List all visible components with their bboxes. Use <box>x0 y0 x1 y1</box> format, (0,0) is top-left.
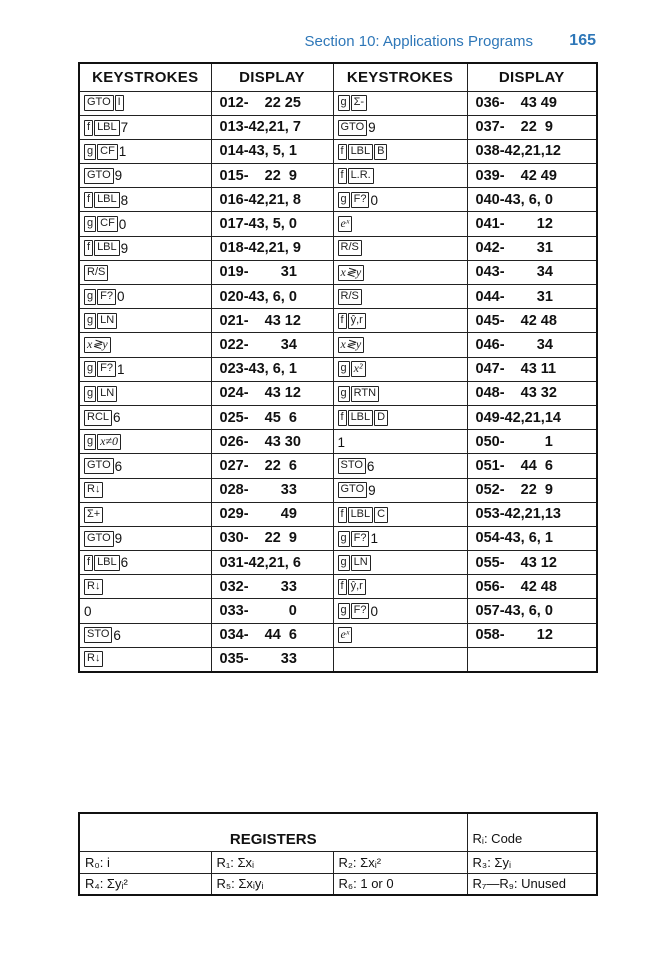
left-display-cell: 013-42,21, 7 <box>211 115 333 139</box>
key-glyph: C <box>374 507 388 523</box>
key-glyph: RCL <box>84 410 112 426</box>
column-header-display: DISPLAY <box>211 63 333 91</box>
key-glyph: x≠0 <box>97 434 121 450</box>
key-glyph: x≷y <box>84 337 111 353</box>
right-display-cell <box>467 647 597 671</box>
key-digit: 9 <box>368 120 376 135</box>
right-keystrokes-cell <box>333 551 467 575</box>
left-display-cell: 034- 44 6 <box>211 623 333 647</box>
key-glyph: LBL <box>348 144 374 160</box>
key-digit: 6 <box>366 458 375 474</box>
left-display-cell: 024- 43 12 <box>211 381 333 405</box>
column-header-keystrokes: KEYSTROKES <box>79 63 211 91</box>
key-digit: 9 <box>114 531 123 547</box>
key-glyph: R↓ <box>84 579 103 595</box>
key-digit: 9 <box>368 482 376 498</box>
left-keystrokes-cell <box>79 236 211 260</box>
right-keystrokes-cell <box>333 164 467 188</box>
left-display-cell: 029- 49 <box>211 502 333 526</box>
left-display-cell: 022- 34 <box>211 333 333 357</box>
left-display-cell: 031-42,21, 6 <box>211 551 333 575</box>
right-keystrokes-cell <box>333 357 467 381</box>
right-display-cell: 036- 43 49 <box>467 91 597 115</box>
table-row <box>79 551 597 575</box>
register-r3: R₃: Σyᵢ <box>467 851 597 873</box>
left-keystrokes-cell <box>79 405 211 429</box>
left-keystrokes-cell <box>79 575 211 599</box>
right-display-cell: 043- 34 <box>467 260 597 284</box>
program-listing-table <box>78 62 598 673</box>
right-display-cell: 045- 42 48 <box>467 309 597 333</box>
key-glyph: STO <box>338 458 366 474</box>
key-glyph: g <box>84 313 96 329</box>
left-keystrokes-cell <box>79 478 211 502</box>
registers-title: REGISTERS <box>79 813 467 851</box>
key-digit: 8 <box>120 192 129 208</box>
table-row <box>79 309 597 333</box>
key-glyph: LBL <box>94 120 120 136</box>
key-digit: 7 <box>120 120 129 135</box>
key-glyph: g <box>338 603 350 619</box>
right-keystrokes-cell <box>333 405 467 429</box>
table-row <box>79 285 597 309</box>
table-row <box>79 164 597 188</box>
table-row <box>79 333 597 357</box>
key-glyph: R↓ <box>84 651 103 667</box>
left-keystrokes-cell <box>79 188 211 212</box>
table-row <box>79 647 597 671</box>
right-display-cell: 037- 22 9 <box>467 115 597 139</box>
key-glyph: F? <box>351 531 370 547</box>
key-glyph: g <box>338 386 350 402</box>
left-display-cell: 017-43, 5, 0 <box>211 212 333 236</box>
right-display-cell: 055- 43 12 <box>467 551 597 575</box>
left-display-cell: 033- 0 <box>211 599 333 623</box>
table-row <box>79 430 597 454</box>
table-row <box>79 575 597 599</box>
right-display-cell: 050- 1 <box>467 430 597 454</box>
key-glyph: LBL <box>94 555 120 571</box>
right-display-cell: 051- 44 6 <box>467 454 597 478</box>
column-header-display-2: DISPLAY <box>467 63 597 91</box>
key-digit: 0 <box>116 289 125 305</box>
key-glyph: f <box>84 120 93 136</box>
right-display-cell: 048- 43 32 <box>467 381 597 405</box>
right-keystrokes-cell <box>333 599 467 623</box>
key-glyph: f <box>338 507 347 523</box>
key-digit: 1 <box>337 434 346 450</box>
right-keystrokes-cell <box>333 236 467 260</box>
key-digit: 6 <box>120 555 129 571</box>
left-display-cell: 021- 43 12 <box>211 309 333 333</box>
key-glyph: LBL <box>94 240 120 256</box>
register-r0: R₀: i <box>79 851 211 873</box>
key-glyph: x≷y <box>338 265 365 281</box>
key-glyph: LN <box>97 386 117 402</box>
key-glyph: CF <box>97 216 118 232</box>
key-glyph: g <box>338 95 350 111</box>
key-glyph: f <box>338 410 347 426</box>
left-display-cell: 012- 22 25 <box>211 91 333 115</box>
key-glyph: GTO <box>84 458 114 474</box>
right-keystrokes-cell <box>333 381 467 405</box>
left-display-cell: 035- 33 <box>211 647 333 671</box>
left-keystrokes-cell <box>79 285 211 309</box>
right-keystrokes-cell <box>333 260 467 284</box>
key-glyph: Σ- <box>351 95 367 111</box>
key-glyph: x≷y <box>338 337 365 353</box>
left-display-cell: 020-43, 6, 0 <box>211 285 333 309</box>
key-glyph: GTO <box>84 95 114 111</box>
key-glyph: GTO <box>84 168 114 184</box>
registers-table <box>78 812 598 896</box>
key-digit: 6 <box>114 458 123 474</box>
key-glyph: LBL <box>348 410 374 426</box>
table-row <box>79 115 597 139</box>
table-row <box>79 599 597 623</box>
left-display-cell: 026- 43 30 <box>211 430 333 454</box>
right-display-cell: 049-42,21,14 <box>467 405 597 429</box>
register-r4: R₄: Σyᵢ² <box>79 873 211 895</box>
right-keystrokes-cell <box>333 623 467 647</box>
right-display-cell: 054-43, 6, 1 <box>467 526 597 550</box>
left-display-cell: 023-43, 6, 1 <box>211 357 333 381</box>
right-keystrokes-cell <box>333 502 467 526</box>
left-keystrokes-cell <box>79 139 211 163</box>
table-row <box>79 357 597 381</box>
left-keystrokes-cell <box>79 526 211 550</box>
key-glyph: GTO <box>338 120 368 136</box>
left-keystrokes-cell <box>79 551 211 575</box>
key-glyph: F? <box>351 603 370 619</box>
table-row <box>79 478 597 502</box>
right-display-cell: 041- 12 <box>467 212 597 236</box>
register-r1: R₁: Σxᵢ <box>211 851 333 873</box>
key-glyph: D <box>374 410 388 426</box>
key-digit: 0 <box>370 603 378 619</box>
left-keystrokes-cell <box>79 647 211 671</box>
table-row <box>79 236 597 260</box>
table-row <box>79 260 597 284</box>
left-keystrokes-cell <box>79 115 211 139</box>
key-glyph: ŷ,r <box>348 579 366 595</box>
key-digit: 1 <box>118 144 127 160</box>
right-display-cell: 053-42,21,13 <box>467 502 597 526</box>
key-glyph: CF <box>97 144 118 160</box>
register-r6: R₆: 1 or 0 <box>333 873 467 895</box>
key-digit: 0 <box>84 604 92 619</box>
key-digit: 6 <box>113 410 121 426</box>
key-glyph: g <box>84 216 96 232</box>
right-keystrokes-cell <box>333 285 467 309</box>
right-display-cell: 044- 31 <box>467 285 597 309</box>
key-glyph: g <box>84 144 96 160</box>
key-glyph: STO <box>84 627 112 643</box>
right-display-cell: 046- 34 <box>467 333 597 357</box>
page-number: 165 <box>569 32 596 49</box>
key-glyph: g <box>338 531 350 547</box>
right-display-cell: 047- 43 11 <box>467 357 597 381</box>
register-ri: Rᵢ: Code <box>467 813 597 851</box>
left-keystrokes-cell <box>79 164 211 188</box>
right-keystrokes-cell <box>333 212 467 236</box>
left-keystrokes-cell <box>79 357 211 381</box>
table-row <box>79 91 597 115</box>
left-keystrokes-cell <box>79 333 211 357</box>
left-keystrokes-cell <box>79 599 211 623</box>
right-display-cell: 039- 42 49 <box>467 164 597 188</box>
right-display-cell: 056- 42 48 <box>467 575 597 599</box>
key-digit: 6 <box>113 627 121 643</box>
right-keystrokes-cell <box>333 647 467 671</box>
key-glyph: g <box>338 192 350 208</box>
key-glyph: g <box>338 361 350 377</box>
key-glyph: F? <box>97 289 116 305</box>
key-glyph: f <box>84 192 93 208</box>
right-keystrokes-cell <box>333 333 467 357</box>
register-r7-r9: R₇—R₉: Unused <box>467 873 597 895</box>
right-keystrokes-cell <box>333 309 467 333</box>
left-keystrokes-cell <box>79 454 211 478</box>
key-glyph: R/S <box>338 289 362 305</box>
table-row <box>79 502 597 526</box>
left-display-cell: 016-42,21, 8 <box>211 188 333 212</box>
right-keystrokes-cell <box>333 575 467 599</box>
key-glyph: LN <box>351 555 371 571</box>
key-glyph: R↓ <box>84 482 103 498</box>
right-display-cell: 057-43, 6, 0 <box>467 599 597 623</box>
right-display-cell: 040-43, 6, 0 <box>467 188 597 212</box>
right-display-cell: 052- 22 9 <box>467 478 597 502</box>
table-row <box>79 139 597 163</box>
left-keystrokes-cell <box>79 430 211 454</box>
key-glyph: LN <box>97 313 117 329</box>
column-header-keystrokes-2: KEYSTROKES <box>333 63 467 91</box>
left-keystrokes-cell <box>79 309 211 333</box>
table-row <box>79 526 597 550</box>
left-display-cell: 030- 22 9 <box>211 526 333 550</box>
key-glyph: LBL <box>348 507 374 523</box>
key-digit: 0 <box>370 192 378 208</box>
key-glyph: R/S <box>84 265 108 281</box>
right-keystrokes-cell <box>333 454 467 478</box>
table-row <box>79 188 597 212</box>
register-r2: R₂: Σxᵢ² <box>333 851 467 873</box>
key-glyph: F? <box>351 192 370 208</box>
left-display-cell: 018-42,21, 9 <box>211 236 333 260</box>
key-glyph: f <box>338 144 347 160</box>
key-glyph: f <box>84 555 93 571</box>
right-display-cell: 058- 12 <box>467 623 597 647</box>
key-glyph: GTO <box>84 531 114 547</box>
key-digit: 1 <box>370 531 378 547</box>
table-header-row <box>79 63 597 91</box>
key-glyph: Σ+ <box>84 507 103 523</box>
left-keystrokes-cell <box>79 381 211 405</box>
page-header <box>0 30 666 54</box>
key-glyph: f <box>84 240 93 256</box>
right-keystrokes-cell <box>333 91 467 115</box>
key-digit: 1 <box>116 361 125 377</box>
key-glyph: g <box>338 555 350 571</box>
key-digit: 9 <box>114 168 123 184</box>
left-keystrokes-cell <box>79 260 211 284</box>
key-glyph: eˣ <box>338 216 353 232</box>
key-digit: 9 <box>120 240 129 256</box>
register-r5: R₅: Σxᵢyᵢ <box>211 873 333 895</box>
left-display-cell: 019- 31 <box>211 260 333 284</box>
key-glyph: g <box>84 434 96 450</box>
left-display-cell: 027- 22 6 <box>211 454 333 478</box>
left-display-cell: 014-43, 5, 1 <box>211 139 333 163</box>
left-keystrokes-cell <box>79 502 211 526</box>
table-row <box>79 405 597 429</box>
key-glyph: x² <box>351 361 366 377</box>
key-glyph: R/S <box>338 240 362 256</box>
table-row <box>79 212 597 236</box>
left-keystrokes-cell <box>79 91 211 115</box>
key-glyph: RTN <box>351 386 379 402</box>
left-display-cell: 028- 33 <box>211 478 333 502</box>
left-display-cell: 032- 33 <box>211 575 333 599</box>
section-title: Section 10: Applications Programs <box>304 33 533 50</box>
key-glyph: L.R. <box>348 168 374 184</box>
key-glyph: ŷ,r <box>348 313 366 329</box>
left-keystrokes-cell <box>79 212 211 236</box>
right-keystrokes-cell <box>333 478 467 502</box>
left-keystrokes-cell <box>79 623 211 647</box>
key-digit: 0 <box>118 216 127 232</box>
table-row <box>79 381 597 405</box>
right-keystrokes-cell <box>333 526 467 550</box>
key-glyph: LBL <box>94 192 120 208</box>
key-glyph: GTO <box>338 482 368 498</box>
table-row <box>79 454 597 478</box>
right-keystrokes-cell <box>333 115 467 139</box>
key-glyph: B <box>374 144 387 160</box>
key-glyph: f <box>338 313 347 329</box>
right-keystrokes-cell <box>333 139 467 163</box>
left-display-cell: 025- 45 6 <box>211 405 333 429</box>
key-glyph: I <box>115 95 124 111</box>
right-display-cell: 038-42,21,12 <box>467 139 597 163</box>
left-display-cell: 015- 22 9 <box>211 164 333 188</box>
key-glyph: g <box>84 289 96 305</box>
key-glyph: eˣ <box>338 627 353 643</box>
key-glyph: f <box>338 579 347 595</box>
right-keystrokes-cell <box>333 188 467 212</box>
key-glyph: g <box>84 361 96 377</box>
table-row <box>79 623 597 647</box>
right-keystrokes-cell <box>333 430 467 454</box>
key-glyph: g <box>84 386 96 402</box>
right-display-cell: 042- 31 <box>467 236 597 260</box>
key-glyph: F? <box>97 361 116 377</box>
key-glyph: f <box>338 168 347 184</box>
